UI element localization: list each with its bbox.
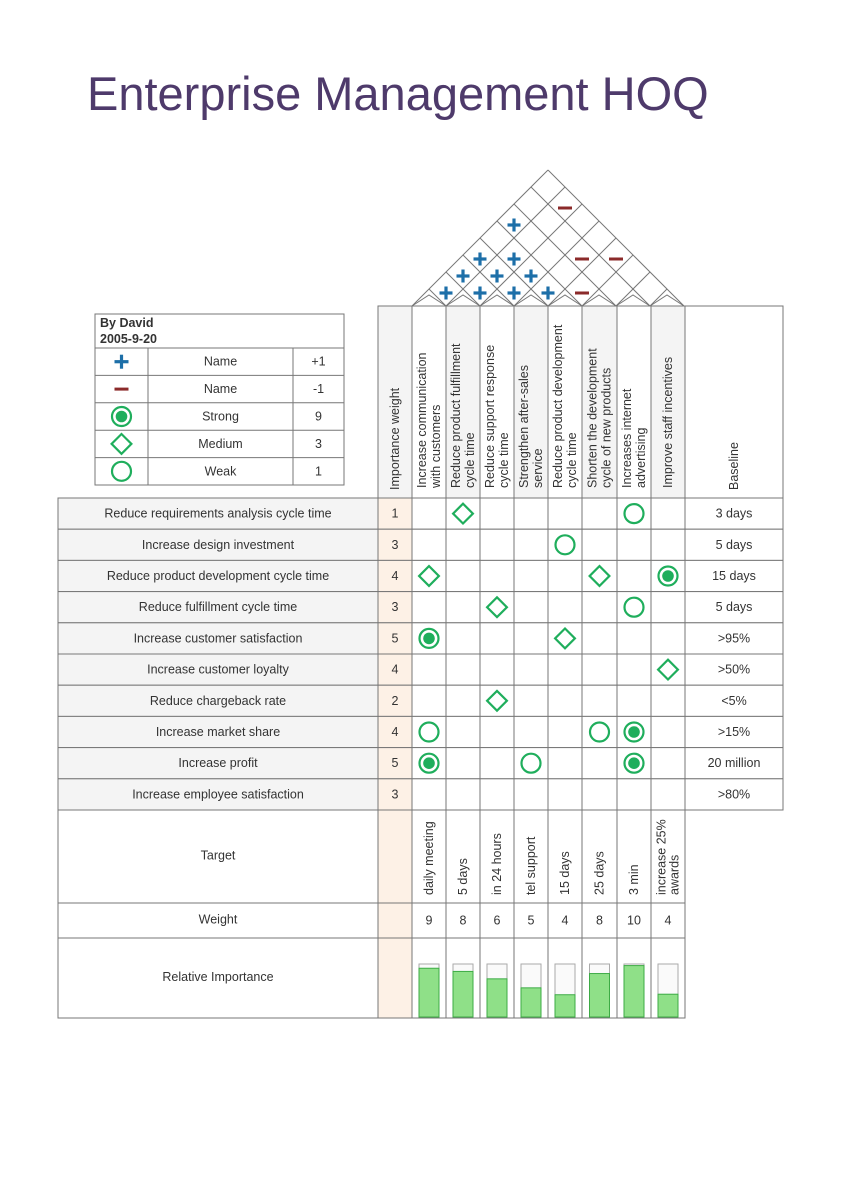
row-weight: 5: [391, 756, 399, 771]
matrix-cell: [651, 779, 685, 810]
row-label: Increase market share: [155, 725, 281, 739]
legend-date: 2005-9-20: [100, 332, 157, 346]
bottom-section: [58, 810, 685, 1018]
target-label: Target: [200, 848, 236, 863]
plus-icon: [525, 270, 538, 283]
column-header-line: Reduce product development: [551, 324, 565, 488]
target-line: tel support: [524, 836, 538, 895]
legend-label: Weak: [204, 464, 237, 479]
table-row: [58, 716, 783, 747]
minus-icon: [609, 258, 623, 261]
strong-dot: [423, 757, 435, 769]
baseline-value: >95%: [717, 631, 751, 646]
target-line: 5 days: [456, 858, 470, 895]
matrix-cell: [514, 748, 548, 779]
column-header-line: Reduce product fulfillment: [449, 343, 463, 488]
matrix-cell: [480, 498, 514, 529]
column-header-line: Improve staff incentives: [661, 356, 675, 488]
matrix-cell: [514, 654, 548, 685]
baseline-value: 15 days: [712, 569, 756, 583]
row-label: Reduce requirements analysis cycle time: [104, 506, 332, 521]
matrix-cell: [446, 685, 480, 716]
column-header-line: Shorten the development: [585, 348, 600, 488]
column-header-label: [661, 357, 675, 488]
plus-bar-v: [512, 287, 515, 300]
plus-bar-v: [512, 219, 515, 232]
column-header-line: with customers: [429, 404, 443, 488]
plus-icon: [474, 253, 487, 266]
row-weight: 1: [391, 506, 399, 521]
relative-bar: [521, 988, 541, 1017]
matrix-cell: [514, 779, 548, 810]
plus-bar-v: [478, 253, 481, 266]
table-row: [58, 685, 783, 716]
target-value: [558, 851, 572, 895]
plus-bar-v: [120, 355, 123, 369]
minus-icon: [558, 207, 572, 210]
matrix-cell: [651, 716, 685, 747]
target-line: increase 25%: [654, 819, 669, 895]
matrix-cell: [446, 748, 480, 779]
row-weight: 3: [391, 787, 399, 802]
row-weight: 4: [391, 569, 399, 583]
matrix-cell: [582, 498, 617, 529]
legend-value: +1: [311, 354, 326, 369]
matrix-cell: [480, 779, 514, 810]
relative-bar: [624, 966, 644, 1017]
table-row: [58, 779, 783, 810]
weight-label: Weight: [198, 912, 238, 927]
matrix-cell: [548, 779, 582, 810]
plus-icon: [474, 287, 487, 300]
matrix-cell: [446, 716, 480, 747]
matrix-cell: [617, 654, 651, 685]
matrix-cell: [582, 716, 617, 747]
matrix-cell: [514, 623, 548, 654]
matrix-cell: [446, 654, 480, 685]
weight-value: 4: [561, 913, 569, 928]
plus-bar-v: [444, 287, 447, 300]
legend-label: Name: [203, 382, 238, 397]
target-value: [456, 858, 470, 895]
target-line: 3 min: [627, 864, 641, 895]
roof-line: [650, 289, 667, 306]
plus-bar-v: [512, 253, 515, 266]
matrix-cell: [480, 654, 514, 685]
matrix-cell: [617, 685, 651, 716]
matrix-cell: [651, 748, 685, 779]
baseline-value: 20 million: [707, 756, 761, 771]
matrix-cell: [514, 560, 548, 591]
matrix-cell: [617, 779, 651, 810]
matrix-cell: [617, 498, 651, 529]
row-label: Increase customer loyalty: [147, 662, 289, 677]
baseline-value: 5 days: [715, 537, 753, 552]
matrix-cell: [446, 623, 480, 654]
target-value: [627, 864, 641, 895]
column-header-line: Strengthen after-sales: [517, 365, 531, 488]
matrix-cell: [548, 654, 582, 685]
legend-value: 1: [315, 464, 322, 479]
plus-bar-v: [529, 270, 532, 283]
matrix-cell: [582, 592, 617, 623]
column-header-line: Increases internet: [620, 388, 634, 488]
row-label: Reduce fulfillment cycle time: [138, 600, 298, 615]
matrix-cell: [582, 529, 617, 560]
strong-dot: [628, 726, 640, 738]
roof-line: [582, 255, 633, 306]
matrix-cell: [412, 529, 446, 560]
plus-icon: [508, 219, 521, 232]
matrix-cell: [412, 592, 446, 623]
matrix-cell: [582, 779, 617, 810]
row-weight: 3: [391, 537, 399, 552]
relative-bar: [487, 979, 507, 1017]
page-title: Enterprise Management HOQ: [87, 67, 709, 120]
plus-bar-v: [495, 270, 498, 283]
target-line: daily meeting: [422, 821, 436, 895]
column-header-line: cycle time: [463, 432, 477, 488]
matrix-cell: [548, 685, 582, 716]
matrix-cell: [480, 748, 514, 779]
weight-value: 9: [425, 913, 433, 928]
baseline-value: 3 days: [715, 506, 753, 521]
row-weight: 5: [391, 631, 399, 646]
matrix-cell: [548, 748, 582, 779]
target-weight-cell: [378, 810, 412, 903]
legend-value: 3: [315, 436, 322, 451]
matrix-cell: [412, 779, 446, 810]
target-line: 15 days: [558, 851, 572, 895]
relative-bar: [555, 995, 575, 1017]
row-weight: 4: [391, 725, 399, 739]
relative-bar: [590, 974, 610, 1017]
matrix-cell: [446, 560, 480, 591]
matrix-cell: [582, 685, 617, 716]
relative-bar: [453, 971, 473, 1017]
matrix-cell: [412, 498, 446, 529]
correlation-roof: [412, 170, 684, 306]
matrix-cell: [514, 529, 548, 560]
matrix-cell: [548, 560, 582, 591]
legend-value: 9: [315, 409, 322, 424]
matrix-cell: [446, 779, 480, 810]
target-value: [490, 833, 504, 895]
legend-author: By David: [100, 316, 154, 330]
strong-dot: [423, 633, 435, 645]
matrix-cell: [651, 529, 685, 560]
matrix-cell: [514, 685, 548, 716]
matrix-cell: [548, 716, 582, 747]
weight-value: 8: [459, 913, 467, 928]
table-row: [58, 498, 783, 529]
roof-line: [463, 255, 514, 306]
matrix-cell: [651, 498, 685, 529]
table-row: [58, 623, 783, 654]
matrix-cell: [548, 498, 582, 529]
matrix-cell: [446, 592, 480, 623]
row-label: Reduce product development cycle time: [106, 569, 330, 583]
legend-label: Strong: [202, 409, 239, 424]
table-row: [58, 748, 783, 779]
minus-icon: [115, 388, 129, 391]
column-header-line: advertising: [634, 427, 648, 488]
weight-value: 5: [527, 913, 535, 928]
importance-header: Importance weight: [388, 387, 402, 490]
minus-icon: [575, 292, 589, 295]
row-weight: 3: [391, 600, 399, 615]
matrix-cell: [412, 685, 446, 716]
matrix-cell: [480, 623, 514, 654]
legend: [95, 314, 344, 485]
target-line: awards: [667, 854, 682, 895]
target-line: 25 days: [592, 851, 607, 895]
baseline-header: Baseline: [727, 442, 741, 490]
plus-icon: [542, 287, 555, 300]
relative-bar: [419, 968, 439, 1017]
matrix-cell: [651, 685, 685, 716]
matrix-cell: [548, 529, 582, 560]
row-label: Reduce chargeback rate: [149, 693, 287, 708]
matrix-cell: [617, 592, 651, 623]
target-value: [422, 821, 436, 895]
matrix-cell: [514, 716, 548, 747]
row-label: Increase employee satisfaction: [132, 787, 304, 802]
matrix-cell: [514, 498, 548, 529]
target-value: [593, 851, 607, 895]
row-weight: 2: [391, 693, 399, 708]
weight-weight-cell: [378, 903, 412, 938]
matrix-cell: [446, 529, 480, 560]
relative-bar: [658, 994, 678, 1017]
plus-bar-v: [461, 270, 464, 283]
plus-icon: [508, 253, 521, 266]
plus-icon: [508, 287, 521, 300]
baseline-value: <5%: [721, 693, 747, 708]
target-line: in 24 hours: [490, 833, 504, 895]
matrix-cell: [617, 529, 651, 560]
column-header-line: service: [531, 448, 545, 488]
weight-value: 8: [596, 913, 603, 928]
weight-value: 6: [493, 913, 501, 928]
matrix-cell: [651, 592, 685, 623]
target-value: [524, 836, 538, 895]
matrix-cell: [651, 623, 685, 654]
plus-icon: [491, 270, 504, 283]
matrix-cell: [582, 623, 617, 654]
column-header-line: cycle time: [497, 432, 511, 488]
strong-dot: [116, 411, 128, 423]
relationship-matrix: [58, 498, 783, 810]
column-header-line: cycle time: [565, 432, 579, 488]
legend-value: -1: [312, 382, 325, 397]
matrix-cell: [514, 592, 548, 623]
minus-icon: [575, 258, 589, 261]
matrix-cell: [480, 560, 514, 591]
matrix-cell: [412, 654, 446, 685]
column-header-line: Reduce support response: [483, 344, 497, 488]
legend-label: Medium: [198, 436, 243, 451]
baseline-value: 5 days: [715, 600, 753, 615]
row-weight: 4: [391, 662, 399, 677]
matrix-cell: [412, 716, 446, 747]
table-row: [58, 592, 783, 623]
plus-bar-v: [478, 287, 481, 300]
plus-bar-v: [546, 287, 549, 300]
baseline-value: >15%: [717, 725, 751, 739]
matrix-cell: [548, 592, 582, 623]
table-row: [58, 654, 783, 685]
weight-value: 4: [664, 913, 672, 928]
column-header-line: cycle of new products: [599, 367, 614, 488]
relative-weight-cell: [378, 938, 412, 1018]
relative-label: Relative Importance: [162, 970, 274, 984]
matrix-cell: [617, 560, 651, 591]
weight-value: 10: [627, 913, 641, 928]
baseline-value: >50%: [717, 662, 751, 677]
matrix-cell: [480, 529, 514, 560]
row-label: Increase design investment: [141, 537, 295, 552]
baseline-value: >80%: [717, 787, 751, 802]
column-header-label: [586, 348, 614, 488]
column-header-line: Increase communication: [415, 352, 429, 488]
strong-dot: [662, 570, 674, 582]
matrix-cell: [617, 623, 651, 654]
plus-icon: [440, 287, 453, 300]
plus-icon: [457, 270, 470, 283]
strong-dot: [628, 757, 640, 769]
matrix-cell: [480, 716, 514, 747]
table-row: [58, 560, 783, 591]
row-label: Increase profit: [178, 756, 258, 771]
column-headers: [378, 306, 783, 498]
matrix-cell: [582, 654, 617, 685]
legend-label: Name: [203, 354, 238, 369]
table-row: [58, 529, 783, 560]
matrix-cell: [582, 748, 617, 779]
row-label: Increase customer satisfaction: [133, 631, 303, 646]
